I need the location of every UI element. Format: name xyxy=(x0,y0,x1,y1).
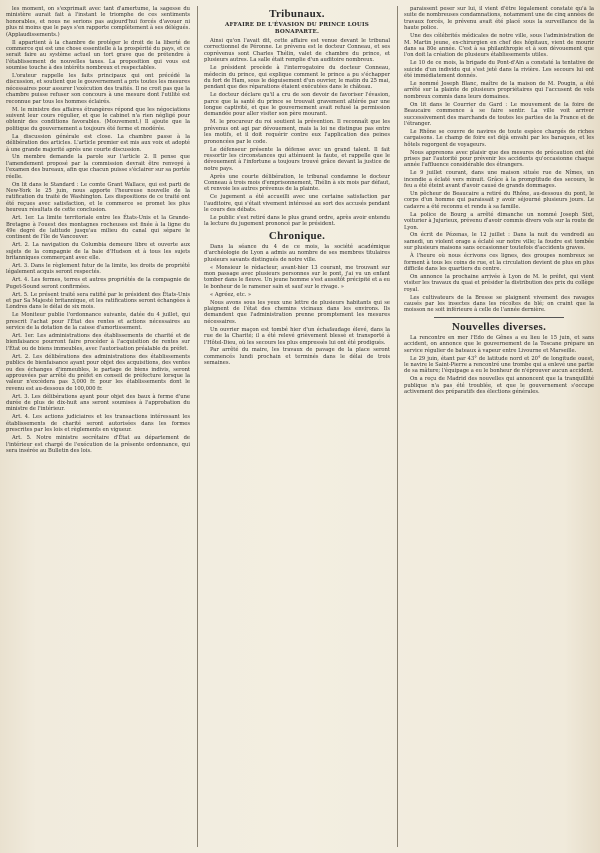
paragraph: À l'heure où nous écrivons ces lignes, des groupes nombreux se forment à tous les coins de rue, et la circulation devient de plus en plus difficile dans les quartiers du centre. xyxy=(404,253,594,272)
paragraph: On annonce la prochaine arrivée à Lyon de M. le préfet, qui vient visiter les travaux du quai et présider la distribution des prix du collège royal. xyxy=(404,273,594,293)
paragraph: Art. 1er. La limite territoriale entre les États-Unis et la Grande-Bretagne à l'ouest des montagnes rocheuses est fixée à la ligne du 49e degré de latitude jusqu'au milieu du canal qui sépare le continent de l'île de Vancouver. xyxy=(6,215,190,241)
paragraph: Un ouvrier maçon est tombé hier d'un échafaudage élevé, dans la rue de la Charité; il a été relevé grièvement blessé et transporté à l'Hôtel-Dieu, où les secours les plus empressés lui ont été prodigués. xyxy=(204,326,390,346)
tribunaux-body xyxy=(204,38,390,228)
paragraph: Art. 1er. Les administrations des établissements de charité et de bienfaisance pourront faire procéder à l'acquisition de rentes sur l'État ou de biens immeubles, avec l'autorisation préalable du préfet. xyxy=(6,333,190,352)
paragraph: Le 10 de ce mois, la brigade du Pont-d'Ain a constaté la tentative de suicide d'un individu qui s'est jeté dans la rivière. Les secours lui ont été immédiatement donnés. xyxy=(404,60,594,80)
nouvelles-body xyxy=(404,335,594,396)
column-divider xyxy=(397,6,398,847)
paragraph: Art. 5. Notre ministre secrétaire d'État au département de l'intérieur est chargé de l'exécution de la présente ordonnance, qui sera insérée au Bulletin des lois. xyxy=(6,435,190,454)
paragraph: M. le ministre des affaires étrangères répond que les négociations suivent leur cours régulier, et que le cabinet n'a rien négligé pour obtenir des conditions favorables. (Mouvement.) Il ajoute que la politique du gouvernement a toujours été ferme et modérée. xyxy=(6,106,190,132)
right-column-body xyxy=(404,6,594,314)
paragraph: Art. 4. Les actions judiciaires et les transactions intéressant les établissements de charité seront autorisées dans les formes prescrites par les lois et règlements en vigueur. xyxy=(6,414,190,434)
paragraph: paraissent peser sur lui, il vient d'être légalement constaté qu'à la suite de nombreuses condamnations, notamment une de cinq années de travaux forcés, le prévenu avait été placé sous la surveillance de la haute police. xyxy=(404,6,594,32)
paragraph: Un membre demande la parole sur l'article 2. Il pense que l'amendement proposé par la commission devrait être renvoyé à l'examen des bureaux, afin que chacun puisse s'éclairer sur sa portée réelle. xyxy=(6,154,190,180)
paragraph: Le Rhône se couvre de navires de toute espèce chargés de riches cargaisons. Le champ de foire est déjà envahi par les baraques, et les hôtels regorgent de voyageurs. xyxy=(404,128,594,148)
paragraph: Il appartient à la chambre de protéger le droit de la liberté de commerce qui est une chose essentielle à la prospérité du pays, et ce serait faire au système actuel un tort grave que de prétendre à l'établissement de nouvelles taxes. La proposition qui vous est soumise touche à des intérêts nombreux et respectables. xyxy=(6,39,190,72)
paragraph: Art. 3. Dans le règlement futur de la limite, les droits de propriété légalement acquis seront respectés. xyxy=(6,262,190,276)
paragraph: Après une courte délibération, le tribunal condamne le docteur Conneau à trois mois d'emprisonnement, Thélin à six mois par défaut, et renvoie les autres prévenus de la plainte. xyxy=(204,173,390,193)
paragraph: M. le procureur du roi soutient la prévention. Il reconnaît que les prévenus ont agi par dévouement, mais la loi ne distingue pas entre les motifs, et il doit requérir contre eux l'application des peines prononcées par le code. xyxy=(204,119,390,145)
paragraph: Le Moniteur publie l'ordonnance suivante, datée du 4 juillet, qui prescrit l'achat pour l'État des rentes et actions nécessaires au service de la dotation de la caisse d'amortissement. xyxy=(6,312,190,332)
paragraph: Le docteur déclare qu'il a cru de son devoir de favoriser l'évasion, parce que la santé du prince se trouvait gravement altérée par une longue captivité, et que le gouvernement avait refusé la permission demandée pour aller visiter son père mourant. xyxy=(204,92,390,118)
left-column xyxy=(6,6,190,847)
paragraph: Art. 4. Les fermes, terres et autres propriétés de la compagnie de Puget-Sound seront confirmées. xyxy=(6,277,190,290)
paragraph: L'orateur rappelle les faits principaux qui ont précédé la discussion, et soutient que le gouvernement a pris toutes les mesures nécessaires pour assurer l'exécution des traités. Il ne croit pas que la chambre puisse refuser son concours à une mesure dont l'utilité est reconnue par tous les hommes éclairés. xyxy=(6,73,190,105)
paragraph: « Monsieur le rédacteur, avant-hier 13 courant, me trouvant sur mon passage avec plusieurs personnes sur le pont, j'ai vu un enfant tomber dans le fleuve. Un jeune homme s'est aussitôt précipité et a eu le bonheur de le ramener sain et sauf sur le rivage. » xyxy=(204,264,390,290)
paragraph: Le 29 juin, étant par 43° de latitude nord et 20° de longitude ouest, le navire le Saint-Pierre a rencontré une trombe qui a enlevé une partie de sa mâture; l'équipage a eu le bonheur de n'éprouver aucun accident. xyxy=(404,355,594,375)
paragraph: Nous avons sous les yeux une lettre de plusieurs habitants qui se plaignent de l'état des chemins vicinaux dans les environs. Ils demandent que l'administration prenne promptement les mesures nécessaires. xyxy=(204,299,390,325)
paragraph: Ainsi qu'on l'avait dit, cette affaire est venue devant le tribunal correctionnel de Péronne. Le prévenu est le docteur Conneau, et ses coprévenus sont Charles Thélin, valet de chambre du prince, et plusieurs autres. La salle était remplie d'un auditoire nombreux. xyxy=(204,38,390,64)
paragraph: Art. 2. La navigation du Columbia demeure libre et ouverte aux sujets de la compagnie de la baie d'Hudson et à tous les sujets britanniques commerçant avec elle. xyxy=(6,242,190,262)
middle-column xyxy=(204,6,390,847)
paragraph: les moment, on s'exprimait avec tant d'amertume, la sagesse du ministère aurait fait à l'instant le triomphe de ces sentiments honorables, et nous ne serions pas aujourd'hui forcés d'avouer ni plus ni moins que le pays s'en rapporte complètement à ses délégués. (Applaudissements.) xyxy=(6,6,190,38)
chronique-heading: Chronique. xyxy=(268,229,326,242)
paragraph: Le nommé Joseph Blanc, maître de la maison de M. Pougin, a été arrêté sur la plainte de plusieurs propriétaires qui l'accusent de vols nombreux commis dans leurs domaines. xyxy=(404,80,594,100)
paragraph: Ce jugement a été accueilli avec une certaine satisfaction par l'auditoire, qui s'était vivement intéressé au sort des accusés pendant le cours des débats. xyxy=(204,194,390,214)
paragraph: Les cultivateurs de la Bresse se plaignent vivement des ravages causés par les insectes dans les récoltes de blé; on craint que la moisson ne soit inférieure à celle de l'année dernière. xyxy=(404,294,594,314)
paragraph: Un pêcheur de Beaucaire a retiré du Rhône, au-dessous du pont, le corps d'un homme qui paraissait y avoir séjourné plusieurs jours. Le cadavre a été reconnu et rendu à sa famille. xyxy=(404,190,594,210)
tribunaux-heading: Tribunaux. xyxy=(269,8,325,20)
paragraph: On a reçu de Madrid des nouvelles qui annoncent que la tranquillité publique n'a pas été troublée, et que le gouvernement s'occupe activement des préparatifs des élections générales. xyxy=(404,376,594,396)
paragraph: Le 9 juillet courant, dans une maison située rue de Nîmes, un incendie a éclaté vers minuit. Grâce à la promptitude des secours, le feu a été éteint avant d'avoir causé de grands dommages. xyxy=(404,170,594,190)
paragraph: Art. 3. Les délibérations ayant pour objet des baux à ferme d'une durée de plus de dix-huit ans seront soumises à l'approbation du ministre de l'intérieur. xyxy=(6,393,190,413)
paragraph: Le président procède à l'interrogatoire du docteur Conneau, médecin du prince, qui explique comment le prince a pu s'échapper du fort de Ham, sous le déguisement d'un ouvrier, le matin du 25 mai, pendant que des réparations étaient exécutées dans le château. xyxy=(204,65,390,91)
paragraph: Une des célébrités médicales de notre ville, sous l'administration de M. Martin jeune, ex-chirurgien en chef des hôpitaux, vient de mourir dans sa 80e année. C'est à sa philanthropie et à son dévouement que l'on doit la création de plusieurs établissements utiles. xyxy=(404,33,594,59)
affaire-subheading: AFFAIRE DE L'ÉVASION DU PRINCE LOUIS BONAPARTE. xyxy=(224,22,370,35)
chronique-body xyxy=(204,244,390,367)
paragraph: Le public s'est retiré dans le plus grand ordre, après avoir entendu la lecture du jugement prononcé par le président. xyxy=(204,215,390,228)
column-divider xyxy=(197,6,198,847)
paragraph: Art. 5. Le présent traité sera ratifié par le président des États-Unis et par Sa Majesté britannique, et les ratifications seront échangées à Londres dans le délai de six mois. xyxy=(6,291,190,311)
paragraph: Le défenseur présente la défense avec un grand talent. Il fait ressortir les circonstances qui atténuent la faute, et rappelle que le dévouement à l'infortune a toujours trouvé grâce devant la justice de notre pays. xyxy=(204,146,390,172)
paragraph: La police de Bourg a arrêté dimanche un nommé Joseph Sixt, voiturier à Jujurieux, prévenu d'avoir commis divers vols sur la route de Lyon. xyxy=(404,211,594,231)
paragraph: On lit dans le Standard : Le comte Grant Wallace, qui est parti de New-York le 25 juin, nous apporte l'heureuse nouvelle de la ratification du traité de Washington. Les dispositions de ce traité ont été reçues avec satisfaction, et le commerce se promet les plus heureux résultats de cette conclusion. xyxy=(6,181,190,214)
paragraph: Art. 2. Les délibérations des administrations des établissements publics de bienfaisance ayant pour objet des acquisitions, des ventes ou des échanges d'immeubles, le partage de biens indivis, seront approuvées par arrêté du préfet en conseil de préfecture lorsque la valeur n'excèdera pas 3,000 fr. pour les établissements dont le revenu est au-dessous de 100,000 fr. xyxy=(6,353,190,392)
right-column xyxy=(404,6,594,847)
nouvelles-heading: Nouvelles diverses. xyxy=(451,320,547,333)
paragraph: Nous apprenons avec plaisir que des mesures de précaution ont été prises par l'autorité pour prévenir les accidents qu'occasionne chaque année l'affluence considérable des étrangers. xyxy=(404,149,594,169)
paragraph: « Agréez, etc. » xyxy=(210,291,252,298)
section-rule xyxy=(434,317,564,318)
paragraph: Par arrêté du maire, les travaux de pavage de la place seront commencés lundi prochain et terminés dans le délai de trois semaines. xyxy=(204,347,390,367)
paragraph: Dans la séance du 4 de ce mois, la société académique d'archéologie de Lyon a admis au nombre de ses membres titulaires plusieurs savants distingués de notre ville. xyxy=(204,243,390,263)
paragraph: La discussion générale est close. La chambre passe à la délibération des articles. L'article premier est mis aux voix et adopté à une grande majorité après une courte discussion. xyxy=(6,133,190,153)
paragraph: La rencontre en mer l'Edo de Gênes a eu lieu le 15 juin, et sans accident, on annonce que le gouvernement de la Toscane prépare un service régulier de bateaux à vapeur entre Livourne et Marseille. xyxy=(404,334,594,354)
paragraph: On lit dans le Courrier du Gard : Le mouvement de la foire de Beaucaire commence à se faire sentir. La ville voit arriver successivement des marchands de toutes les parties de la France et de l'étranger. xyxy=(404,101,594,127)
paragraph: On écrit de Pézenas, le 12 juillet : Dans la nuit du vendredi au samedi, un violent orage a éclaté sur notre ville; la foudre est tombée sur plusieurs maisons sans occasionner toutefois d'accidents graves. xyxy=(404,232,594,252)
